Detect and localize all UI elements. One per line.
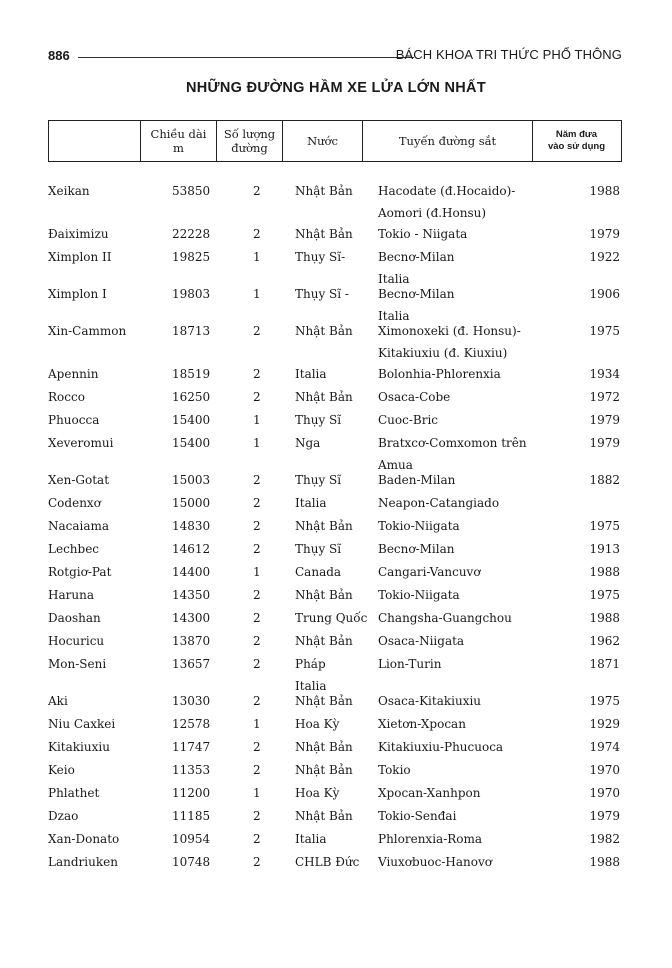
tunnel-length: 19803 (172, 287, 211, 301)
railway-route (378, 320, 521, 364)
header-length-line1: Chiều dài (150, 127, 207, 141)
tunnel-lanes: 1 (253, 287, 261, 301)
tunnel-name: Phlathet (48, 786, 100, 800)
railway-route (378, 851, 492, 873)
tunnel-country (295, 386, 353, 408)
route-line1: Becnơ-Milan (378, 250, 455, 264)
table-row (48, 538, 622, 561)
opening-year: 1970 (589, 786, 620, 800)
tunnel-lanes: 1 (253, 717, 261, 731)
tunnel-lanes: 2 (253, 367, 261, 381)
running-head (48, 46, 622, 66)
table-row (48, 246, 622, 286)
tunnel-lanes: 1 (253, 413, 261, 427)
opening-year: 1913 (589, 542, 620, 556)
tunnel-country (295, 409, 341, 431)
country-line1: Nhật Bản (295, 519, 353, 533)
opening-year: 1906 (589, 287, 620, 301)
header-year (533, 121, 620, 161)
tunnel-country (295, 736, 353, 758)
route-line1: Baden-Milan (378, 473, 456, 487)
route-line1: Tokio (378, 763, 411, 777)
table-row (48, 320, 622, 363)
opening-year: 1979 (589, 227, 620, 241)
header-length-line2: m (173, 141, 184, 155)
tunnel-length: 14400 (172, 565, 211, 579)
table-row (48, 736, 622, 759)
route-line1: Changsha-Guangchou (378, 611, 512, 625)
table-row (48, 432, 622, 472)
tunnel-name: Apennin (48, 367, 99, 381)
route-line1: Ximonoxeki (đ. Honsu)- (378, 324, 521, 338)
tunnel-lanes: 2 (253, 657, 261, 671)
tunnel-length: 15003 (172, 473, 211, 487)
country-line1: Thụy Sĩ- (295, 250, 346, 264)
table-row (48, 386, 622, 409)
tunnel-lanes: 1 (253, 250, 261, 264)
railway-route (378, 492, 499, 514)
opening-year: 1979 (589, 809, 620, 823)
tunnel-name: Xeikan (48, 184, 90, 198)
tunnel-name: Niu Caxkei (48, 717, 116, 731)
table-row (48, 363, 622, 386)
tunnel-lanes: 2 (253, 519, 261, 533)
table-row (48, 561, 622, 584)
tunnel-lanes: 2 (253, 855, 261, 869)
tunnel-name: Xan-Donato (48, 832, 120, 846)
route-line1: Osaca-Niigata (378, 634, 465, 648)
tunnel-length: 14612 (172, 542, 211, 556)
tunnel-country (295, 180, 353, 202)
railway-route (378, 584, 460, 606)
tunnel-name: Dzao (48, 809, 79, 823)
tunnel-country (295, 561, 341, 583)
railway-route (378, 828, 482, 850)
opening-year: 1979 (589, 413, 620, 427)
country-line1: Italia (295, 367, 327, 381)
country-line1: Thụy Sĩ (295, 413, 342, 427)
railway-route (378, 653, 441, 675)
railway-route (378, 736, 503, 758)
opening-year: 1962 (589, 634, 620, 648)
tunnel-country (295, 690, 353, 712)
tunnel-country (295, 320, 353, 342)
route-line1: Tokio - Niigata (378, 227, 468, 241)
country-line1: Nhật Bản (295, 324, 353, 338)
tunnel-length: 15400 (172, 436, 211, 450)
table-row (48, 409, 622, 432)
route-line1: Hacodate (đ.Hocaido)- (378, 184, 516, 198)
tunnel-length: 13030 (172, 694, 211, 708)
header-name (49, 121, 141, 161)
tunnel-length: 53850 (172, 184, 211, 198)
tunnel-lanes: 1 (253, 786, 261, 800)
country-line1: Thụy Sĩ - (295, 287, 349, 301)
table-row (48, 180, 622, 223)
tunnel-country (295, 851, 359, 873)
route-line1: Xpocan-Xanhpon (378, 786, 481, 800)
opening-year: 1934 (589, 367, 620, 381)
route-line1: Bolonhia-Phlorenxia (378, 367, 501, 381)
tunnel-country (295, 469, 341, 491)
route-line1: Becnơ-Milan (378, 287, 455, 301)
tunnel-country (295, 283, 349, 305)
tunnel-lanes: 1 (253, 565, 261, 579)
tunnel-length: 15400 (172, 413, 211, 427)
tunnel-name: Xen-Gotat (48, 473, 110, 487)
tunnel-country (295, 246, 345, 268)
page-number: 886 (48, 48, 70, 63)
country-line1: Nhật Bản (295, 390, 353, 404)
railway-route (378, 409, 438, 431)
country-line1: Italia (295, 496, 327, 510)
country-line1: Pháp (295, 657, 326, 671)
railway-route (378, 690, 481, 712)
railway-route (378, 630, 464, 652)
tunnel-country (295, 363, 327, 385)
route-line1: Viuxơbuoc-Hanovơ (378, 855, 492, 869)
country-line1: Hoa Kỳ (295, 786, 340, 800)
table-row (48, 492, 622, 515)
tunnel-length: 16250 (172, 390, 211, 404)
country-line1: Thụy Sĩ (295, 542, 342, 556)
opening-year: 1882 (589, 473, 620, 487)
opening-year: 1975 (589, 519, 620, 533)
tunnel-lanes: 2 (253, 832, 261, 846)
header-country: Nước (283, 121, 363, 161)
country-line1: Nga (295, 436, 321, 450)
header-lanes-line1: Số lượng (223, 127, 276, 141)
route-line2: Aomori (đ.Honsu) (378, 206, 487, 220)
tunnel-lanes: 1 (253, 436, 261, 450)
tunnel-length: 14300 (172, 611, 211, 625)
tunnel-length: 22228 (172, 227, 211, 241)
tunnel-name: Keio (48, 763, 75, 777)
table-row (48, 653, 622, 693)
tunnel-lanes: 2 (253, 809, 261, 823)
country-line2: Italia (295, 679, 327, 693)
country-line1: Nhật Bản (295, 588, 353, 602)
tunnel-lanes: 2 (253, 496, 261, 510)
railway-route (378, 782, 480, 804)
opening-year: 1970 (589, 763, 620, 777)
tunnel-lanes: 2 (253, 694, 261, 708)
tunnel-name: Codenxơ (48, 496, 101, 510)
tunnel-country (295, 515, 353, 537)
railway-route (378, 515, 460, 537)
railway-route (378, 180, 515, 224)
country-line1: Thụy Sĩ (295, 473, 342, 487)
opening-year: 1975 (589, 588, 620, 602)
country-line1: Italia (295, 832, 327, 846)
tunnel-lanes: 2 (253, 542, 261, 556)
tunnel-length: 12578 (172, 717, 211, 731)
country-line1: Hoa Kỳ (295, 717, 340, 731)
table-row (48, 584, 622, 607)
tunnel-name: Kitakiuxiu (48, 740, 110, 754)
route-line2: Kitakiuxiu (đ. Kiuxiu) (378, 346, 508, 360)
route-line1: Becnơ-Milan (378, 542, 455, 556)
tunnel-country (295, 805, 353, 827)
header-length (141, 121, 217, 161)
tunnel-lanes: 2 (253, 390, 261, 404)
tunnel-length: 19825 (172, 250, 211, 264)
tunnel-country (295, 713, 339, 735)
tunnel-name: Mon-Seni (48, 657, 107, 671)
page-title: NHỮNG ĐƯỜNG HẦM XE LỬA LỚN NHẤT (186, 80, 486, 96)
tunnel-name: Ximplon II (48, 250, 112, 264)
railway-route (378, 713, 466, 735)
tunnel-country (295, 223, 353, 245)
tunnel-country (295, 782, 339, 804)
tunnel-lanes: 2 (253, 740, 261, 754)
table-row (48, 828, 622, 851)
tunnel-length: 11747 (172, 740, 211, 754)
tunnel-name: Landriuken (48, 855, 118, 869)
route-line2: Italia (378, 309, 410, 323)
table-body (48, 180, 622, 874)
route-line1: Cangari-Vancuvơ (378, 565, 481, 579)
railway-route (378, 805, 456, 827)
opening-year: 1975 (589, 324, 620, 338)
country-line1: Nhật Bản (295, 694, 353, 708)
table-row (48, 805, 622, 828)
tunnel-lanes: 2 (253, 227, 261, 241)
section-name: BÁCH KHOA TRI THỨC PHỔ THÔNG (395, 47, 622, 62)
tunnel-name: Phuocca (48, 413, 100, 427)
route-line1: Bratxcơ-Comxomon trên (378, 436, 527, 450)
tunnel-lanes: 2 (253, 634, 261, 648)
tunnel-name: Haruna (48, 588, 94, 602)
tunnel-name: Lechbec (48, 542, 100, 556)
tunnel-name: Rocco (48, 390, 85, 404)
route-line1: Tokio-Niigata (378, 588, 460, 602)
tunnel-name: Nacaiama (48, 519, 110, 533)
table-row (48, 469, 622, 492)
table-row (48, 223, 622, 246)
tunnel-lanes: 2 (253, 473, 261, 487)
table-row (48, 690, 622, 713)
table-row (48, 630, 622, 653)
header-lanes-line2: đường (231, 141, 268, 155)
opening-year: 1922 (589, 250, 620, 264)
opening-year: 1988 (589, 565, 620, 579)
tunnel-name: Ximplon I (48, 287, 107, 301)
tunnel-name: Rotgiơ-Pat (48, 565, 112, 579)
tunnel-length: 11185 (172, 809, 211, 823)
header-rule (78, 57, 414, 58)
country-line1: Canada (295, 565, 342, 579)
country-line1: Nhật Bản (295, 184, 353, 198)
tunnel-lanes: 2 (253, 763, 261, 777)
railway-route (378, 363, 501, 385)
country-line1: Nhật Bản (295, 763, 353, 777)
table-row (48, 851, 622, 874)
opening-year: 1975 (589, 694, 620, 708)
tunnel-name: Aki (48, 694, 68, 708)
railway-route (378, 759, 411, 781)
route-line1: Tokio-Niigata (378, 519, 460, 533)
opening-year: 1929 (589, 717, 620, 731)
table-header (48, 120, 622, 162)
opening-year: 1988 (589, 855, 620, 869)
tunnel-country (295, 432, 320, 454)
tunnel-name: Xeveromui (48, 436, 114, 450)
tunnel-country (295, 584, 353, 606)
header-route: Tuyến đường sắt (363, 121, 533, 161)
opening-year: 1988 (589, 611, 620, 625)
country-line1: Nhật Bản (295, 634, 353, 648)
header-lanes (217, 121, 283, 161)
table-row (48, 607, 622, 630)
tunnel-name: Hocuricu (48, 634, 105, 648)
tunnel-lanes: 2 (253, 588, 261, 602)
tunnel-length: 18713 (172, 324, 211, 338)
route-line1: Osaca-Kitakiuxiu (378, 694, 482, 708)
tunnel-country (295, 607, 367, 629)
route-line1: Xietơn-Xpocan (378, 717, 466, 731)
route-line1: Cuoc-Bric (378, 413, 439, 427)
route-line1: Tokio-Senđai (378, 809, 457, 823)
railway-route (378, 223, 467, 245)
tunnel-length: 15000 (172, 496, 211, 510)
route-line2: Italia (378, 272, 410, 286)
tunnel-lanes: 2 (253, 611, 261, 625)
tunnel-length: 13870 (172, 634, 211, 648)
country-line1: CHLB Đức (295, 855, 360, 869)
header-year-line2: vào sử dụng (547, 141, 606, 152)
tunnel-length: 11353 (172, 763, 211, 777)
tunnel-country (295, 538, 341, 560)
railway-route (378, 607, 512, 629)
table-row (48, 759, 622, 782)
opening-year: 1979 (589, 436, 620, 450)
route-line1: Kitakiuxiu-Phucuoca (378, 740, 504, 754)
country-line1: Nhật Bản (295, 809, 353, 823)
table-row (48, 782, 622, 805)
railway-route (378, 469, 455, 491)
country-line1: Trung Quốc (295, 611, 368, 625)
route-line1: Phlorenxia-Roma (378, 832, 483, 846)
tunnel-name: Đaiximizu (48, 227, 109, 241)
opening-year: 1972 (589, 390, 620, 404)
country-line1: Nhật Bản (295, 740, 353, 754)
table-row (48, 713, 622, 736)
tunnel-length: 13657 (172, 657, 211, 671)
railway-route (378, 386, 450, 408)
tunnel-length: 18519 (172, 367, 211, 381)
tunnel-country (295, 630, 353, 652)
tunnel-name: Daoshan (48, 611, 101, 625)
tunnel-name: Xin-Cammon (48, 324, 127, 338)
tunnel-country (295, 828, 327, 850)
table-row (48, 283, 622, 323)
railway-route (378, 561, 481, 583)
tunnel-country (295, 492, 327, 514)
opening-year: 1871 (589, 657, 620, 671)
tunnel-length: 14350 (172, 588, 211, 602)
route-line1: Lion-Turin (378, 657, 442, 671)
tunnel-country (295, 759, 353, 781)
tunnel-length: 14830 (172, 519, 211, 533)
tunnel-length: 10954 (172, 832, 211, 846)
table-row (48, 515, 622, 538)
route-line1: Osaca-Cobe (378, 390, 451, 404)
header-year-line1: Năm đưa (555, 129, 598, 140)
railway-route (378, 538, 455, 560)
tunnel-lanes: 2 (253, 184, 261, 198)
opening-year: 1974 (589, 740, 620, 754)
tunnel-length: 10748 (172, 855, 211, 869)
opening-year: 1982 (589, 832, 620, 846)
opening-year: 1988 (589, 184, 620, 198)
tunnel-length: 11200 (172, 786, 211, 800)
tunnel-lanes: 2 (253, 324, 261, 338)
route-line2: Amua (378, 458, 413, 472)
route-line1: Neapon-Catangiado (378, 496, 500, 510)
country-line1: Nhật Bản (295, 227, 353, 241)
